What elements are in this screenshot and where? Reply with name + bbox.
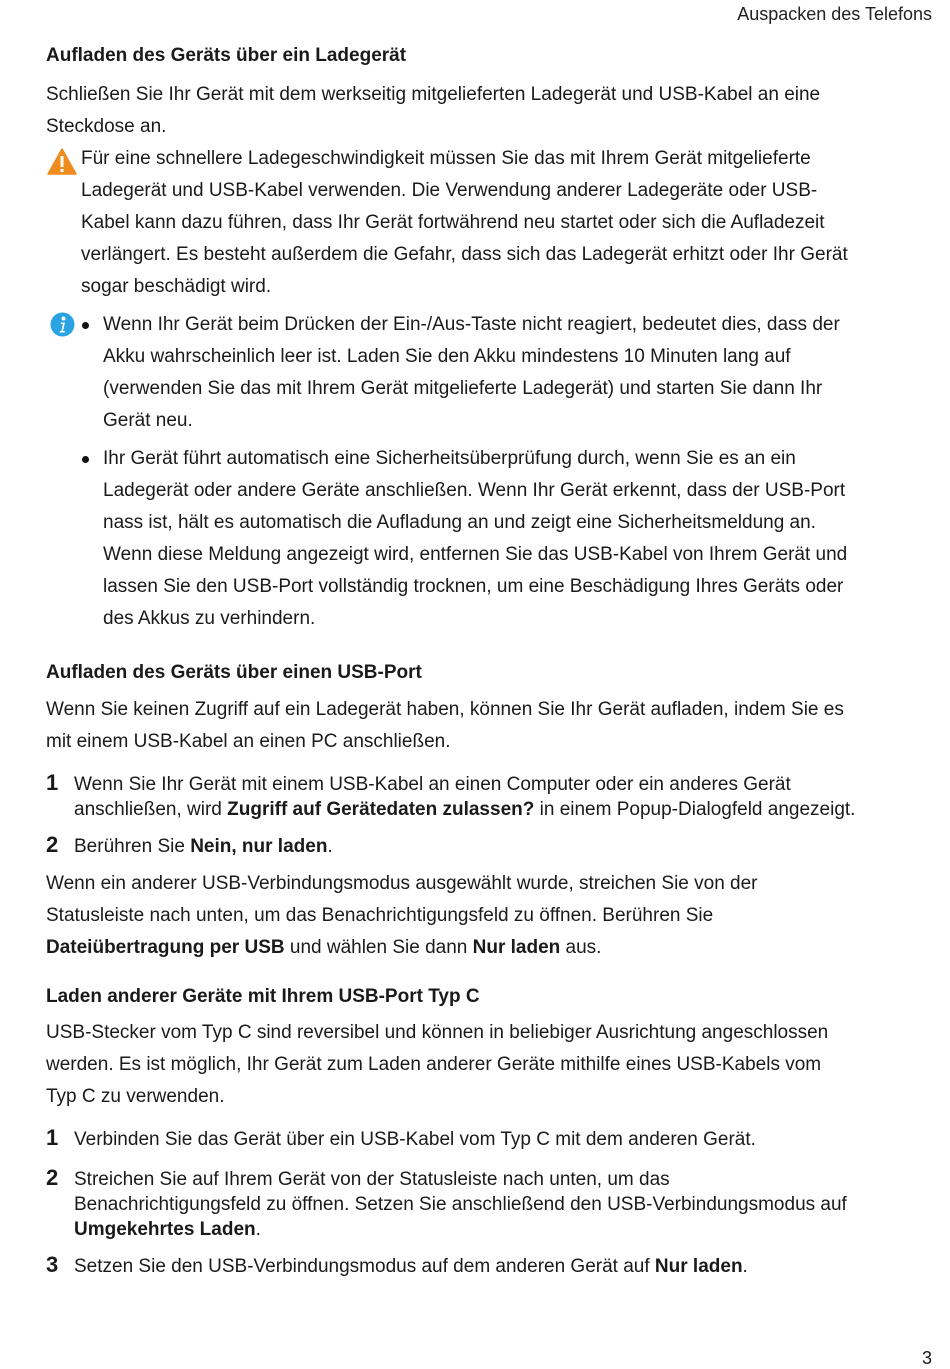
ui-term: Nur laden: [654, 1256, 743, 1277]
ui-term: Nein, nur laden: [190, 836, 328, 857]
para-line: mit einem USB-Kabel an einen PC anschließen.: [46, 731, 451, 752]
step-number: 2: [46, 832, 59, 857]
warning-line: Für eine schnellere Ladegeschwindigkeit müssen Sie das mit Ihrem Gerät mitgelieferte: [81, 148, 811, 169]
para-line: USB-Stecker vom Typ C sind reversibel und können in beliebiger Ausrichtung angeschlossen: [46, 1022, 829, 1043]
step-line: Wenn Sie Ihr Gerät mit einem USB-Kabel an einen Computer oder ein anderes Gerät: [74, 774, 791, 795]
heading-reverse-charging: Laden anderer Geräte mit Ihrem USB-Port Typ C: [46, 986, 480, 1007]
warning-line: sogar beschädigt wird.: [81, 276, 272, 297]
step-line: anschließen, wird Zugriff auf Gerätedaten zulassen? in einem Popup-Dialogfeld angezeigt.: [74, 799, 856, 820]
bullet-line: (verwenden Sie das mit Ihrem Gerät mitgelieferte Ladegerät) und starten Sie dann Ihr: [103, 378, 823, 399]
heading-charger: Aufladen des Geräts über ein Ladegerät: [46, 45, 407, 66]
step-line: Verbinden Sie das Gerät über ein USB-Kabel vom Typ C mit dem anderen Gerät.: [74, 1129, 756, 1150]
warning-triangle-icon: [47, 148, 77, 175]
warning-line: Ladegerät und USB-Kabel verwenden. Die Verwendung anderer Ladegeräte oder USB-: [81, 180, 818, 201]
bullet-dot: [82, 322, 89, 329]
step-number: 2: [46, 1165, 59, 1190]
para-line: Schließen Sie Ihr Gerät mit dem werkseitig mitgelieferten Ladegerät und USB-Kabel an eine: [46, 84, 821, 105]
bullet-line: Gerät neu.: [103, 410, 193, 431]
step-number: 3: [46, 1252, 59, 1277]
para-line: werden. Es ist möglich, Ihr Gerät zum Laden anderer Geräte mithilfe eines USB-Kabels vom: [46, 1054, 822, 1075]
bullet-line: Wenn Ihr Gerät beim Drücken der Ein-/Aus-Taste nicht reagiert, bedeutet dies, dass der: [103, 314, 840, 335]
warning-line: Kabel kann dazu führen, dass Ihr Gerät fortwährend neu startet oder sich die Aufladezeit: [81, 212, 825, 233]
step-line: Setzen Sie den USB-Verbindungsmodus auf dem anderen Gerät auf Nur laden.: [74, 1256, 748, 1277]
step-line: Umgekehrtes Laden.: [74, 1219, 261, 1240]
heading-usb-port: Aufladen des Geräts über einen USB-Port: [46, 662, 422, 683]
ui-term: Nur laden: [472, 937, 561, 958]
step-line: Streichen Sie auf Ihrem Gerät von der Statusleiste nach unten, um das: [74, 1169, 670, 1190]
step-number: 1: [46, 770, 59, 795]
info-circle-icon: [50, 312, 75, 337]
bullet-line: Ihr Gerät führt automatisch eine Sicherheitsüberprüfung durch, wenn Sie es an ein: [103, 448, 796, 469]
bullet-line: lassen Sie den USB-Port vollständig trocknen, um eine Beschädigung Ihres Geräts oder: [103, 576, 844, 597]
ui-term: Zugriff auf Gerätedaten zulassen?: [227, 799, 535, 820]
step-line: Berühren Sie Nein, nur laden.: [74, 836, 333, 857]
para-line: Statusleiste nach unten, um das Benachrichtigungsfeld zu öffnen. Berühren Sie: [46, 905, 714, 926]
para-line: Dateiübertragung per USB und wählen Sie dann Nur laden aus.: [46, 937, 602, 958]
warning-line: verlängert. Es besteht außerdem die Gefahr, dass sich das Ladegerät erhitzt oder Ihr Gerät: [81, 244, 848, 265]
step-line: Benachrichtigungsfeld zu öffnen. Setzen Sie anschließend den USB-Verbindungsmodus auf: [74, 1194, 847, 1215]
bullet-line: des Akkus zu verhindern.: [103, 608, 316, 629]
para-line: Steckdose an.: [46, 116, 167, 137]
para-line: Typ C zu verwenden.: [46, 1086, 225, 1107]
page-number: 3: [921, 1348, 932, 1368]
para-line: Wenn ein anderer USB-Verbindungsmodus ausgewählt wurde, streichen Sie von der: [46, 873, 758, 894]
bullet-line: Akku wahrscheinlich leer ist. Laden Sie den Akku mindestens 10 Minuten lang auf: [103, 346, 791, 367]
step-number: 1: [46, 1125, 59, 1150]
running-header: Auspacken des Telefons: [737, 4, 932, 24]
ui-term: Dateiübertragung per USB: [46, 937, 285, 958]
bullet-line: Wenn diese Meldung angezeigt wird, entfernen Sie das USB-Kabel von Ihrem Gerät und: [103, 544, 848, 565]
ui-term: Umgekehrtes Laden: [74, 1219, 256, 1240]
bullet-line: Ladegerät oder andere Geräte anschließen. Wenn Ihr Gerät erkennt, dass der USB-Port: [103, 480, 846, 501]
para-line: Wenn Sie keinen Zugriff auf ein Ladegerät haben, können Sie Ihr Gerät aufladen, indem Sie es: [46, 699, 844, 720]
bullet-dot: [82, 456, 89, 463]
bullet-line: nass ist, hält es automatisch die Aufladung an und zeigt eine Sicherheitsmeldung an.: [103, 512, 816, 533]
